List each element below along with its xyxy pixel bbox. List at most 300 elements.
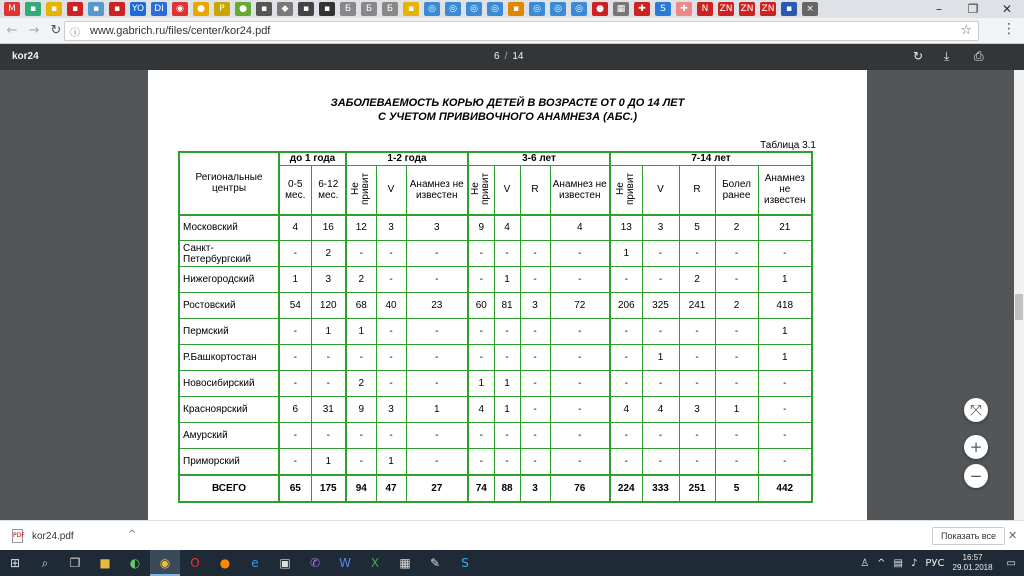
scrollbar[interactable] xyxy=(1014,70,1024,520)
n-icon[interactable]: N xyxy=(697,2,713,16)
table-cell: 3 xyxy=(679,397,715,423)
subheader-label: Анамнез не известен xyxy=(552,178,607,201)
table-cell: - xyxy=(550,371,610,397)
table-cell: - xyxy=(610,371,642,397)
table-cell: 3 xyxy=(520,293,550,319)
table-cell: - xyxy=(406,371,468,397)
pdf-page xyxy=(148,70,867,520)
table-cell: - xyxy=(468,423,494,449)
language-indicator[interactable]: РУС xyxy=(925,557,945,569)
table-cell: 81 xyxy=(494,293,520,319)
puzzle-icon[interactable]: ◆ xyxy=(277,2,293,16)
word-icon[interactable]: W xyxy=(339,556,351,570)
table-cell: 2 xyxy=(346,267,376,293)
table-cell: - xyxy=(715,241,758,267)
table-cell: 1 xyxy=(279,267,311,293)
table-cell: 325 xyxy=(642,293,679,319)
table-cell: - xyxy=(520,267,550,293)
ring-icon[interactable]: ◎ xyxy=(487,2,503,16)
fit-page-icon[interactable]: ⤧ xyxy=(964,398,988,422)
file-explorer-icon[interactable]: ■ xyxy=(99,556,111,570)
table-cell: - xyxy=(494,319,520,345)
ring-icon[interactable]: ◎ xyxy=(466,2,482,16)
subheader-cell xyxy=(376,165,406,215)
news-icon[interactable]: ▪ xyxy=(256,2,272,16)
subheader-label: Болел ранее xyxy=(722,178,751,201)
table-cell: 13 xyxy=(610,215,642,241)
table-cell: 1 xyxy=(758,345,812,371)
subheader-label: Не привит xyxy=(350,171,372,205)
table-cell: 2 xyxy=(311,241,346,267)
table-cell: - xyxy=(279,241,311,267)
table-cell: 27 xyxy=(406,475,468,502)
table-cell: - xyxy=(610,267,642,293)
table-cell: - xyxy=(520,319,550,345)
table-cell: - xyxy=(550,423,610,449)
table-cell: 31 xyxy=(311,397,346,423)
table-cell: 4 xyxy=(468,397,494,423)
table-cell: 175 xyxy=(311,475,346,502)
table-cell: - xyxy=(468,345,494,371)
table-cell: - xyxy=(679,371,715,397)
browser-toolbar xyxy=(0,18,1024,44)
tool-icon[interactable]: ✎ xyxy=(429,556,441,570)
table-cell: - xyxy=(346,423,376,449)
table-cell: - xyxy=(679,423,715,449)
table-cell: 241 xyxy=(679,293,715,319)
flag-icon[interactable]: ▪ xyxy=(25,2,41,16)
system-tray xyxy=(860,550,1024,576)
scrollbar-thumb[interactable] xyxy=(1015,294,1023,320)
window-controls xyxy=(922,0,1024,18)
viber-icon[interactable]: ✆ xyxy=(309,556,321,570)
forward-icon[interactable]: → xyxy=(28,22,40,38)
table-cell: - xyxy=(346,241,376,267)
subheader-label: R xyxy=(693,184,701,195)
table-cell: 3 xyxy=(406,215,468,241)
table-row xyxy=(179,397,812,423)
table-cell: - xyxy=(715,345,758,371)
subheader-cell xyxy=(311,165,346,215)
table-cell: 3 xyxy=(376,397,406,423)
table-row xyxy=(179,371,812,397)
table-cell: - xyxy=(406,345,468,371)
plus-icon[interactable]: ✚ xyxy=(676,2,692,16)
table-cell: 72 xyxy=(550,293,610,319)
b-icon[interactable]: Б xyxy=(361,2,377,16)
tab-strip xyxy=(0,0,1024,18)
table-cell: - xyxy=(376,267,406,293)
region-name: Нижегородский xyxy=(179,267,279,293)
table-cell: 1 xyxy=(494,397,520,423)
current-page[interactable]: 6 xyxy=(494,51,500,62)
table-cell: 3 xyxy=(376,215,406,241)
table-cell: - xyxy=(758,241,812,267)
s-icon[interactable]: S xyxy=(655,2,671,16)
store-icon[interactable]: ▣ xyxy=(279,556,291,570)
table-cell: 3 xyxy=(520,475,550,502)
tab-icon[interactable]: ▪ xyxy=(88,2,104,16)
show-all-button[interactable]: Показать все xyxy=(932,527,1005,545)
table-cell: 442 xyxy=(758,475,812,502)
table-cell: - xyxy=(468,241,494,267)
table-cell: 1 xyxy=(494,267,520,293)
header-group-1-2: 1-2 года xyxy=(346,152,468,165)
table-cell: - xyxy=(311,423,346,449)
table-row xyxy=(179,423,812,449)
pdf-viewer[interactable] xyxy=(0,70,1024,520)
ring-icon[interactable]: ◎ xyxy=(445,2,461,16)
total-row xyxy=(179,475,812,502)
ring-icon[interactable]: ◎ xyxy=(529,2,545,16)
opera-icon[interactable]: O xyxy=(190,556,200,570)
table-row xyxy=(179,267,812,293)
subheader-label: 6-12 мес. xyxy=(318,178,339,201)
ring-icon[interactable]: ◎ xyxy=(571,2,587,16)
table-cell: 65 xyxy=(279,475,311,502)
table-cell: - xyxy=(494,423,520,449)
table-cell: - xyxy=(520,449,550,475)
table-cell: - xyxy=(679,319,715,345)
table-cell: 88 xyxy=(494,475,520,502)
table-row xyxy=(179,241,812,267)
print-icon[interactable]: ⎙ xyxy=(974,49,984,63)
globe-icon[interactable]: ◉ xyxy=(172,2,188,16)
table-cell: - xyxy=(279,449,311,475)
restore-icon[interactable]: ❐ xyxy=(967,2,979,16)
info-icon[interactable]: ⓘ xyxy=(70,27,80,39)
table-cell: 5 xyxy=(679,215,715,241)
region-name: Московский xyxy=(179,215,279,241)
zoom-in-button[interactable]: + xyxy=(964,435,988,459)
region-name: Пермский xyxy=(179,319,279,345)
cross-icon[interactable]: ✚ xyxy=(634,2,650,16)
table-cell: - xyxy=(494,449,520,475)
close-tab-icon[interactable]: × xyxy=(802,2,818,16)
table-cell: 206 xyxy=(610,293,642,319)
zn-icon[interactable]: ZN xyxy=(740,4,754,14)
subheader-cell xyxy=(406,165,468,215)
header-region: Региональные центры xyxy=(179,152,279,215)
table-cell: - xyxy=(550,319,610,345)
table-cell: - xyxy=(520,371,550,397)
table-cell: 68 xyxy=(346,293,376,319)
pdf-title: kor24 xyxy=(12,51,39,62)
table-cell: 9 xyxy=(468,215,494,241)
table-cell: - xyxy=(679,241,715,267)
table-cell: - xyxy=(550,345,610,371)
subheader-cell xyxy=(494,165,520,215)
bookmark-icon[interactable]: ▪ xyxy=(319,2,335,16)
windows-start-icon[interactable]: ⊞ xyxy=(9,556,21,570)
doc-icon[interactable]: ▪ xyxy=(403,2,419,16)
region-name: Новосибирский xyxy=(179,371,279,397)
table-cell: 12 xyxy=(346,215,376,241)
table-cell: 1 xyxy=(642,345,679,371)
network-icon[interactable]: ▤ xyxy=(893,557,903,569)
table-cell: - xyxy=(642,371,679,397)
table-cell: - xyxy=(758,397,812,423)
trident-icon[interactable]: ▪ xyxy=(781,2,797,16)
region-name: Красноярский xyxy=(179,397,279,423)
calculator-icon[interactable]: ▦ xyxy=(399,556,411,570)
search-icon[interactable]: ⌕ xyxy=(41,556,49,570)
doc-title-line2: С УЧЕТОМ ПРИВИВОЧНОГО АНАМНЕЗА (АБС.) xyxy=(377,111,638,123)
region-name: Санкт-Петербургский xyxy=(179,241,279,267)
table-cell: 3 xyxy=(642,215,679,241)
subheader-cell xyxy=(715,165,758,215)
table-cell: 1 xyxy=(758,319,812,345)
subheader-label: V xyxy=(657,184,664,195)
table-cell: 1 xyxy=(468,371,494,397)
clock-time: 16:57 xyxy=(962,553,983,562)
b-icon[interactable]: Б xyxy=(382,2,398,16)
url-text[interactable]: www.gabrich.ru/files/center/kor24.pdf xyxy=(90,25,271,37)
table-cell: - xyxy=(376,423,406,449)
region-name: Приморский xyxy=(179,449,279,475)
volume-icon[interactable]: ♪ xyxy=(911,557,918,569)
table-cell: - xyxy=(758,423,812,449)
total-pages: 14 xyxy=(512,51,524,62)
table-cell: - xyxy=(376,345,406,371)
table-cell: 1 xyxy=(758,267,812,293)
skype-icon[interactable]: S xyxy=(461,556,469,570)
download-filename[interactable]: kor24.pdf xyxy=(32,531,74,542)
table-cell: - xyxy=(406,267,468,293)
table-cell: - xyxy=(642,241,679,267)
rotate-icon[interactable]: ↻ xyxy=(913,49,924,63)
subheader-cell xyxy=(642,165,679,215)
table-cell: 76 xyxy=(550,475,610,502)
subheader-cell xyxy=(520,165,550,215)
yt-icon[interactable]: ▪ xyxy=(109,2,125,16)
table-cell: 2 xyxy=(346,371,376,397)
table-cell: 21 xyxy=(758,215,812,241)
subheader-cell xyxy=(346,165,376,215)
gmail-icon[interactable]: M xyxy=(4,2,20,16)
table-cell: - xyxy=(376,241,406,267)
subheader-cell xyxy=(468,165,494,215)
page-separator: / xyxy=(504,51,508,62)
p-icon[interactable]: P xyxy=(214,2,230,16)
table-cell: 47 xyxy=(376,475,406,502)
table-cell: 1 xyxy=(346,319,376,345)
table-cell: - xyxy=(346,345,376,371)
table-cell: - xyxy=(610,449,642,475)
table-cell: 224 xyxy=(610,475,642,502)
table-cell: - xyxy=(406,423,468,449)
grid-icon[interactable]: ▦ xyxy=(613,2,629,16)
table-cell: - xyxy=(679,449,715,475)
table-cell: - xyxy=(715,423,758,449)
task-view-icon[interactable]: ❐ xyxy=(69,556,81,570)
zn-icon[interactable]: ZN xyxy=(761,4,775,14)
table-cell: - xyxy=(346,449,376,475)
table-cell: - xyxy=(679,345,715,371)
table-cell: - xyxy=(279,423,311,449)
table-cell: - xyxy=(520,397,550,423)
clock-date: 29.01.2018 xyxy=(952,563,993,572)
header-group-3-6: 3-6 лет xyxy=(468,152,610,165)
subheader-label: Не привит xyxy=(470,171,492,205)
table-cell: 1 xyxy=(311,449,346,475)
app-icon[interactable]: ◐ xyxy=(129,556,141,570)
subheader-label: R xyxy=(531,184,539,195)
table-cell: - xyxy=(468,319,494,345)
download-bar xyxy=(0,520,1024,550)
table-cell: 4 xyxy=(642,397,679,423)
bookmark-star-icon[interactable]: ☆ xyxy=(960,23,972,38)
table-cell: 120 xyxy=(311,293,346,319)
measles-table xyxy=(178,151,813,503)
clock[interactable] xyxy=(953,553,993,573)
table-cell: - xyxy=(520,345,550,371)
subheader-cell xyxy=(679,165,715,215)
di-icon[interactable]: DI xyxy=(151,2,167,16)
table-cell xyxy=(520,215,550,241)
header-group-7-14: 7-14 лет xyxy=(610,152,812,165)
subheader-label: 0-5 мес. xyxy=(285,178,306,201)
table-cell: 6 xyxy=(279,397,311,423)
subheader-label: V xyxy=(387,184,395,195)
tv-icon[interactable]: ▪ xyxy=(508,2,524,16)
cherry-icon[interactable]: ● xyxy=(592,2,608,16)
person-icon[interactable]: ♙ xyxy=(860,557,870,569)
table-cell: 251 xyxy=(679,475,715,502)
table-cell: 4 xyxy=(279,215,311,241)
firefox-icon[interactable]: ● xyxy=(219,556,231,570)
excel-icon[interactable]: X xyxy=(370,556,380,570)
table-row xyxy=(179,319,812,345)
table-cell: - xyxy=(279,371,311,397)
table-cell: - xyxy=(406,319,468,345)
table-cell: - xyxy=(550,241,610,267)
table-cell: 2 xyxy=(715,293,758,319)
minimize-icon[interactable]: – xyxy=(936,2,942,16)
camera-icon[interactable]: ▪ xyxy=(298,2,314,16)
subheader-cell xyxy=(610,165,642,215)
zn-icon[interactable]: ZN xyxy=(719,4,733,14)
table-cell: 16 xyxy=(311,215,346,241)
table-cell: 1 xyxy=(610,241,642,267)
chrome-icon[interactable]: ◉ xyxy=(150,550,180,576)
table-cell: - xyxy=(610,423,642,449)
table-number: Таблица 3.1 xyxy=(760,140,816,151)
table-cell: 94 xyxy=(346,475,376,502)
table-cell: - xyxy=(610,345,642,371)
table-row xyxy=(179,215,812,241)
table-cell: - xyxy=(715,267,758,293)
coin-icon[interactable]: ● xyxy=(193,2,209,16)
table-cell: 1 xyxy=(715,397,758,423)
subheader-label: V xyxy=(503,184,511,195)
table-cell: - xyxy=(406,241,468,267)
table-cell: 2 xyxy=(715,215,758,241)
table-cell: - xyxy=(758,449,812,475)
b-icon[interactable]: Б xyxy=(340,2,356,16)
ring-icon[interactable]: ◎ xyxy=(550,2,566,16)
red-icon[interactable]: ▪ xyxy=(67,2,83,16)
table-cell: - xyxy=(610,319,642,345)
pdf-toolbar xyxy=(0,44,1024,70)
table-cell: 4 xyxy=(550,215,610,241)
total-label: ВСЕГО xyxy=(179,475,279,502)
table-cell: - xyxy=(468,449,494,475)
table-cell: 418 xyxy=(758,293,812,319)
table-cell: - xyxy=(520,423,550,449)
leaf-icon[interactable]: ● xyxy=(235,2,251,16)
table-cell: 74 xyxy=(468,475,494,502)
table-cell: 54 xyxy=(279,293,311,319)
table-cell: - xyxy=(406,449,468,475)
doc-title-line1: ЗАБОЛЕВАЕМОСТЬ КОРЬЮ ДЕТЕЙ В ВОЗРАСТЕ ОТ 0 ДО 14 ЛЕТ xyxy=(330,97,685,109)
yo-icon[interactable]: YO xyxy=(131,4,145,14)
table-cell: 60 xyxy=(468,293,494,319)
table-cell: 1 xyxy=(494,371,520,397)
table-cell: - xyxy=(311,345,346,371)
table-cell: 4 xyxy=(494,215,520,241)
table-cell: 2 xyxy=(679,267,715,293)
subheader-label: Не привит xyxy=(615,171,637,205)
ring-icon[interactable]: ◎ xyxy=(424,2,440,16)
subheader-cell xyxy=(550,165,610,215)
header-group-under-1: до 1 года xyxy=(279,152,346,165)
pdf-file-icon[interactable]: PDF xyxy=(12,529,23,543)
close-icon[interactable]: ✕ xyxy=(1008,529,1018,542)
table-cell: 5 xyxy=(715,475,758,502)
table-cell: - xyxy=(642,267,679,293)
table-row xyxy=(179,345,812,371)
page-indicator xyxy=(494,51,523,62)
table-cell: - xyxy=(468,267,494,293)
region-name: Амурский xyxy=(179,423,279,449)
table-cell: - xyxy=(642,423,679,449)
address-bar[interactable] xyxy=(64,21,979,41)
tray-chevron-icon[interactable]: ^ xyxy=(877,557,886,569)
taskbar xyxy=(0,550,1024,576)
subheader-cell xyxy=(758,165,812,215)
table-cell: 9 xyxy=(346,397,376,423)
table-cell: - xyxy=(758,371,812,397)
back-icon[interactable]: ← xyxy=(6,22,18,38)
table-cell: - xyxy=(279,345,311,371)
zoom-out-button[interactable]: − xyxy=(964,464,988,488)
table-cell: - xyxy=(642,319,679,345)
table-cell: - xyxy=(642,449,679,475)
table-cell: - xyxy=(550,449,610,475)
table-cell: 1 xyxy=(376,449,406,475)
notifications-icon[interactable]: ▭ xyxy=(1006,557,1016,569)
table-cell: 40 xyxy=(376,293,406,319)
ukraine-icon[interactable]: ▪ xyxy=(46,2,62,16)
table-cell: - xyxy=(311,371,346,397)
subheader-label: Анамнез не известен xyxy=(409,178,464,201)
subheader-cell xyxy=(279,165,311,215)
table-cell: - xyxy=(376,371,406,397)
reload-icon[interactable]: ↻ xyxy=(50,22,62,38)
table-cell: - xyxy=(550,397,610,423)
edge-icon[interactable]: e xyxy=(251,556,259,570)
table-cell: - xyxy=(715,319,758,345)
chevron-up-icon[interactable]: ^ xyxy=(128,529,137,540)
table-cell: - xyxy=(494,345,520,371)
table-cell: 1 xyxy=(406,397,468,423)
download-icon[interactable]: ⤓ xyxy=(944,49,950,63)
close-window-icon[interactable]: ✕ xyxy=(1001,2,1013,16)
table-cell: - xyxy=(376,319,406,345)
browser-menu-icon[interactable]: ⋮ xyxy=(1002,21,1016,37)
table-cell: - xyxy=(550,267,610,293)
